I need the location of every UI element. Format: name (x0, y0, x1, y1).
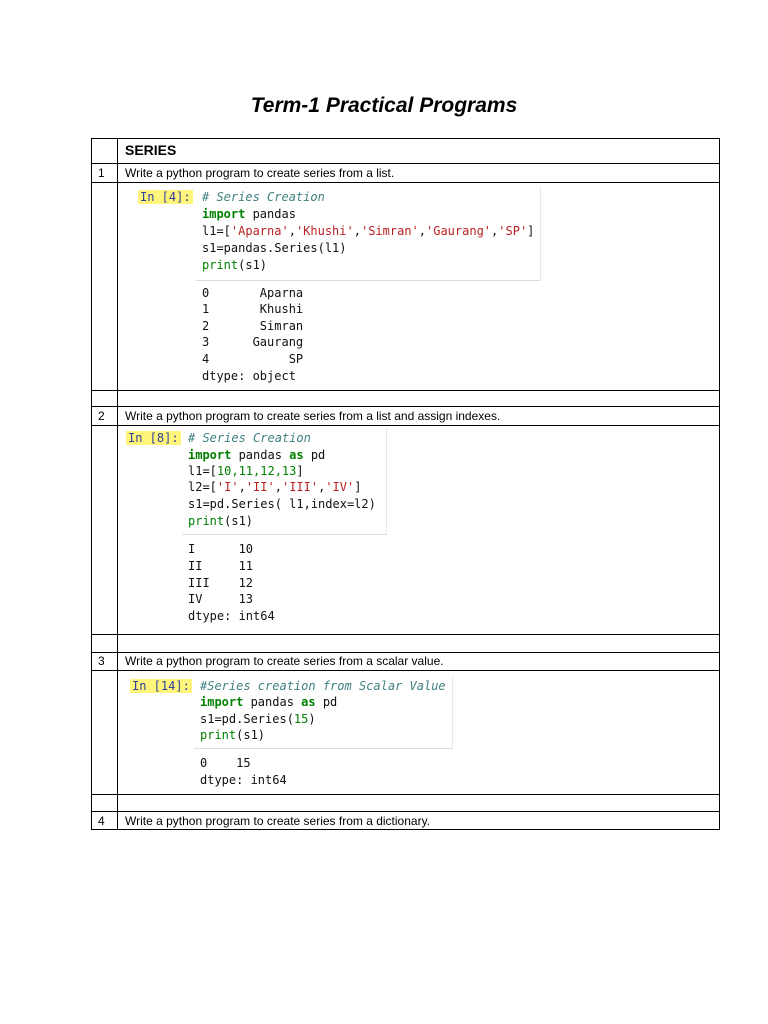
code-input: # Series Creation import pandas l1=['Aparna','Khushi','Simran','Gaurang','SP'] s1=pandas.Series(l1) print(s1) (196, 186, 541, 281)
input-prompt: In [8]: (128, 431, 179, 445)
section-header-series: SERIES (125, 142, 177, 158)
code-input: # Series Creation import pandas as pd l1=[10,11,12,13] l2=['I','II','III','IV'] s1=pd.Series( l1,index=l2) print(s1) (182, 428, 387, 535)
code-screenshot-1: In [4]: # Series Creation import pandas l1=['Aparna','Khushi','Simran','Gaurang','SP'] s1=pandas.Series(l1) print(s1) 0 Aparna 1 Khushi 2 Simran 3 Gaurang 4 SP dtype: object (136, 186, 546, 386)
question-text: Write a python program to create series from a list. (125, 166, 395, 180)
code-screenshot-3: In [14]: #Series creation from Scalar Value import pandas as pd s1=pd.Series(15) print(s1) 0 15 dtype: int64 (128, 676, 458, 791)
question-text: Write a python program to create series from a dictionary. (125, 814, 431, 828)
question-text: Write a python program to create series from a scalar value. (125, 654, 444, 668)
question-number: 1 (98, 166, 105, 180)
question-text: Write a python program to create series from a list and assign indexes. (125, 409, 501, 423)
input-prompt: In [4]: (140, 190, 191, 204)
code-input: #Series creation from Scalar Value import pandas as pd s1=pd.Series(15) print(s1) (194, 676, 453, 749)
question-number: 2 (98, 409, 105, 423)
question-number: 4 (98, 814, 105, 828)
question-number: 3 (98, 654, 105, 668)
code-screenshot-2: In [8]: # Series Creation import pandas as pd l1=[10,11,12,13] l2=['I','II','III','IV'] s1=pd.Series( l1,index=l2) print(s1) I 10 II 11 III 12 IV 13 dtype: int64 (124, 428, 394, 628)
page-title: Term-1 Practical Programs (250, 94, 518, 117)
input-prompt: In [14]: (132, 679, 190, 693)
